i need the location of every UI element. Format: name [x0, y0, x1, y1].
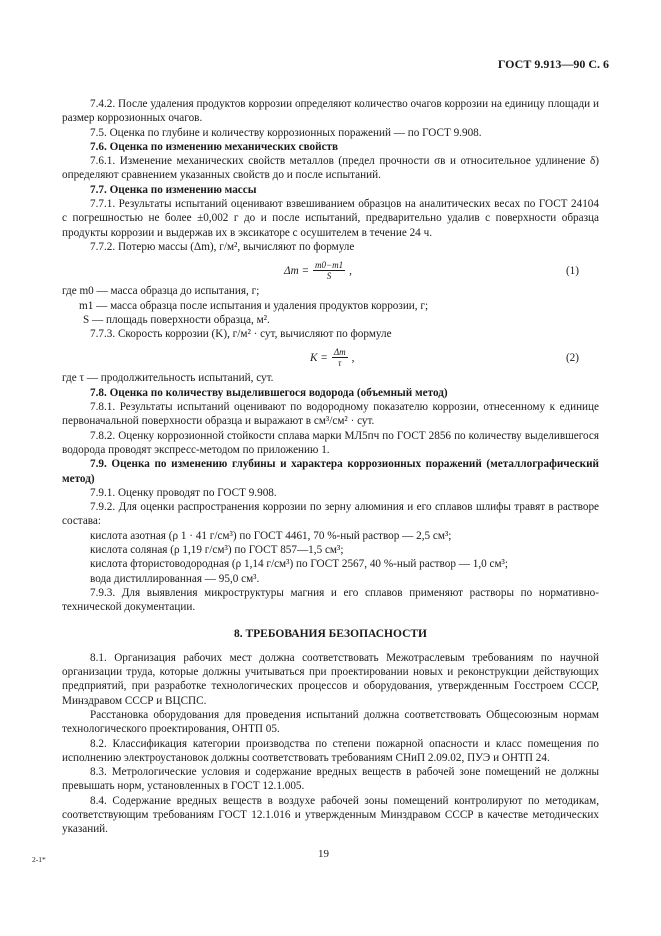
- solution-composition: [62, 529, 599, 586]
- paragraph-7-6-1: 7.6.1. Изменение механических свойств металлов (предел прочности σв и относительное удлинение δ) определяют сравнением указанных свойств до и после испытаний.: [62, 155, 599, 182]
- heading-7-6: 7.6. Оценка по изменению механических свойств: [90, 140, 339, 153]
- paragraph-8-4: 8.4. Содержание вредных веществ в воздухе рабочей зоны помещений контролируют по методикам, соответствующим требованиям ГОСТ 12.1.016 и утвержденным Минздравом СССР в качестве методических указаний.: [62, 794, 599, 836]
- paragraph-7-7-2: 7.7.2. Потерю массы (Δm), г/м², вычисляют по формуле: [90, 240, 355, 253]
- heading-7-9: 7.9. Оценка по изменению глубины и характера коррозионных поражений (металлографический метод): [62, 458, 599, 485]
- definition-m1: m1 — масса образца после испытания и удаления продуктов коррозии, г;: [79, 299, 429, 312]
- formula-2: [62, 341, 599, 371]
- formula-2-tail: ,: [351, 351, 355, 364]
- page-number: 19: [318, 848, 329, 860]
- composition-item: кислота азотная (ρ 1 · 41 г/см³) по ГОСТ 4461, 70 %-ный раствор — 2,5 см³;: [90, 529, 452, 542]
- formula-1-definitions: [62, 284, 599, 327]
- composition-item: кислота соляная (ρ 1,19 г/см³) по ГОСТ 857—1,5 см³;: [90, 544, 344, 557]
- definition-tau: где τ — продолжительность испытаний, сут.: [62, 372, 274, 385]
- formula-1-lhs: Δm =: [284, 264, 309, 277]
- paragraph-8-1-b: Расстановка оборудования для проведения испытаний должна соответствовать Общесоюзным нормам технологического проектирования, ОНТП 05.: [62, 708, 599, 736]
- formula-1-tail: ,: [349, 264, 352, 277]
- paragraph-7-7-1: 7.7.1. Результаты испытаний оценивают взвешиванием образцов на аналитических весах по ГОСТ 24104 с погрешностью не более ±0,002 г до и после испытаний, предварительно удалив с поверхности образца продукты коррозии и выдержав их в эксикаторе с осушителем в течение 24 ч.: [62, 198, 599, 239]
- formula-2-denominator: τ: [338, 358, 342, 369]
- definition-m0: где m0 — масса образца до испытания, г;: [62, 285, 260, 298]
- paragraph-7-9-2: 7.9.2. Для оценки распространения коррозии по зерну алюминия и его сплавов шлифы травят в растворе состава:: [62, 501, 599, 528]
- paragraph-7-9-3: 7.9.3. Для выявления микроструктуры магния и его сплавов применяют растворы по нормативно-технической документации.: [62, 586, 599, 614]
- formula-1-denominator: S: [326, 271, 332, 282]
- paragraph-8-2: 8.2. Классификация категории производства по степени пожарной опасности и класс помещения по исполнению электроустановок должны соответствовать требованиям СНиП 2.09.02, ПУЭ и ОНТП 24.: [62, 737, 599, 764]
- paragraph-7-7-3: 7.7.3. Скорость коррозии (K), г/м² · сут, вычисляют по формуле: [90, 328, 392, 341]
- formula-2-number: (2): [565, 352, 579, 365]
- paragraph-7-8-2: 7.8.2. Оценку коррозионной стойкости сплава марки МЛ5пч по ГОСТ 2856 по количеству выделившегося водорода проводят экспресс-методом по приложению 1.: [62, 429, 599, 456]
- composition-item: кислота фтористоводородная (ρ 1,14 г/см³) по ГОСТ 2567, 40 %-ный раствор — 1,0 см³;: [90, 558, 509, 571]
- formula-2-lhs: K =: [310, 351, 328, 364]
- formula-1: [62, 254, 599, 284]
- document-body: [62, 97, 599, 837]
- composition-item: вода дистиллированная — 95,0 см³.: [90, 572, 260, 585]
- section-8-title: 8. ТРЕБОВАНИЯ БЕЗОПАСНОСТИ: [233, 627, 428, 640]
- heading-7-8: 7.8. Оценка по количеству выделившегося водорода (объемный метод): [90, 386, 448, 399]
- heading-7-7: 7.7. Оценка по изменению массы: [90, 183, 257, 196]
- paragraph-7-4-2: 7.4.2. После удаления продуктов коррозии определяют количество очагов коррозии на единицу площади и размер коррозионных очагов.: [62, 98, 599, 125]
- definition-s: S — площадь поверхности образца, м².: [83, 313, 270, 326]
- page-header: ГОСТ 9.913—90 С. 6: [497, 57, 609, 71]
- formula-2-fraction: [332, 347, 348, 368]
- footer-mark: 2-1*: [32, 855, 46, 864]
- paragraph-7-5: 7.5. Оценка по глубине и количеству коррозионных поражений — по ГОСТ 9.908.: [90, 126, 482, 139]
- formula-2-numerator: Δm: [333, 347, 346, 358]
- formula-1-numerator: m0−m1: [315, 260, 344, 271]
- paragraph-8-3: 8.3. Метрологические условия и содержание вредных веществ в рабочей зоне помещений не должны превышать норм, установленных в ГОСТ 12.1.005.: [62, 766, 599, 793]
- formula-1-number: (1): [565, 265, 579, 278]
- paragraph-7-8-1: 7.8.1. Результаты испытаний оценивают по водородному показателю коррозии, отнесенному к единице первоначальной поверхности образца и выражают в см³/см² · сут.: [62, 401, 599, 428]
- formula-1-fraction: [313, 260, 345, 281]
- paragraph-7-9-1: 7.9.1. Оценку проводят по ГОСТ 9.908.: [90, 486, 277, 499]
- paragraph-8-1: 8.1. Организация рабочих мест должна соответствовать Межотраслевым требованиям по научной организации труда, которые должны учитываться при проектировании новых и реконструкции действующих предприятий, при разработке технологических процессов и оборудования, утвержденным Госстроем СССР, Минздравом СССР и ВЦСПС.: [62, 651, 599, 707]
